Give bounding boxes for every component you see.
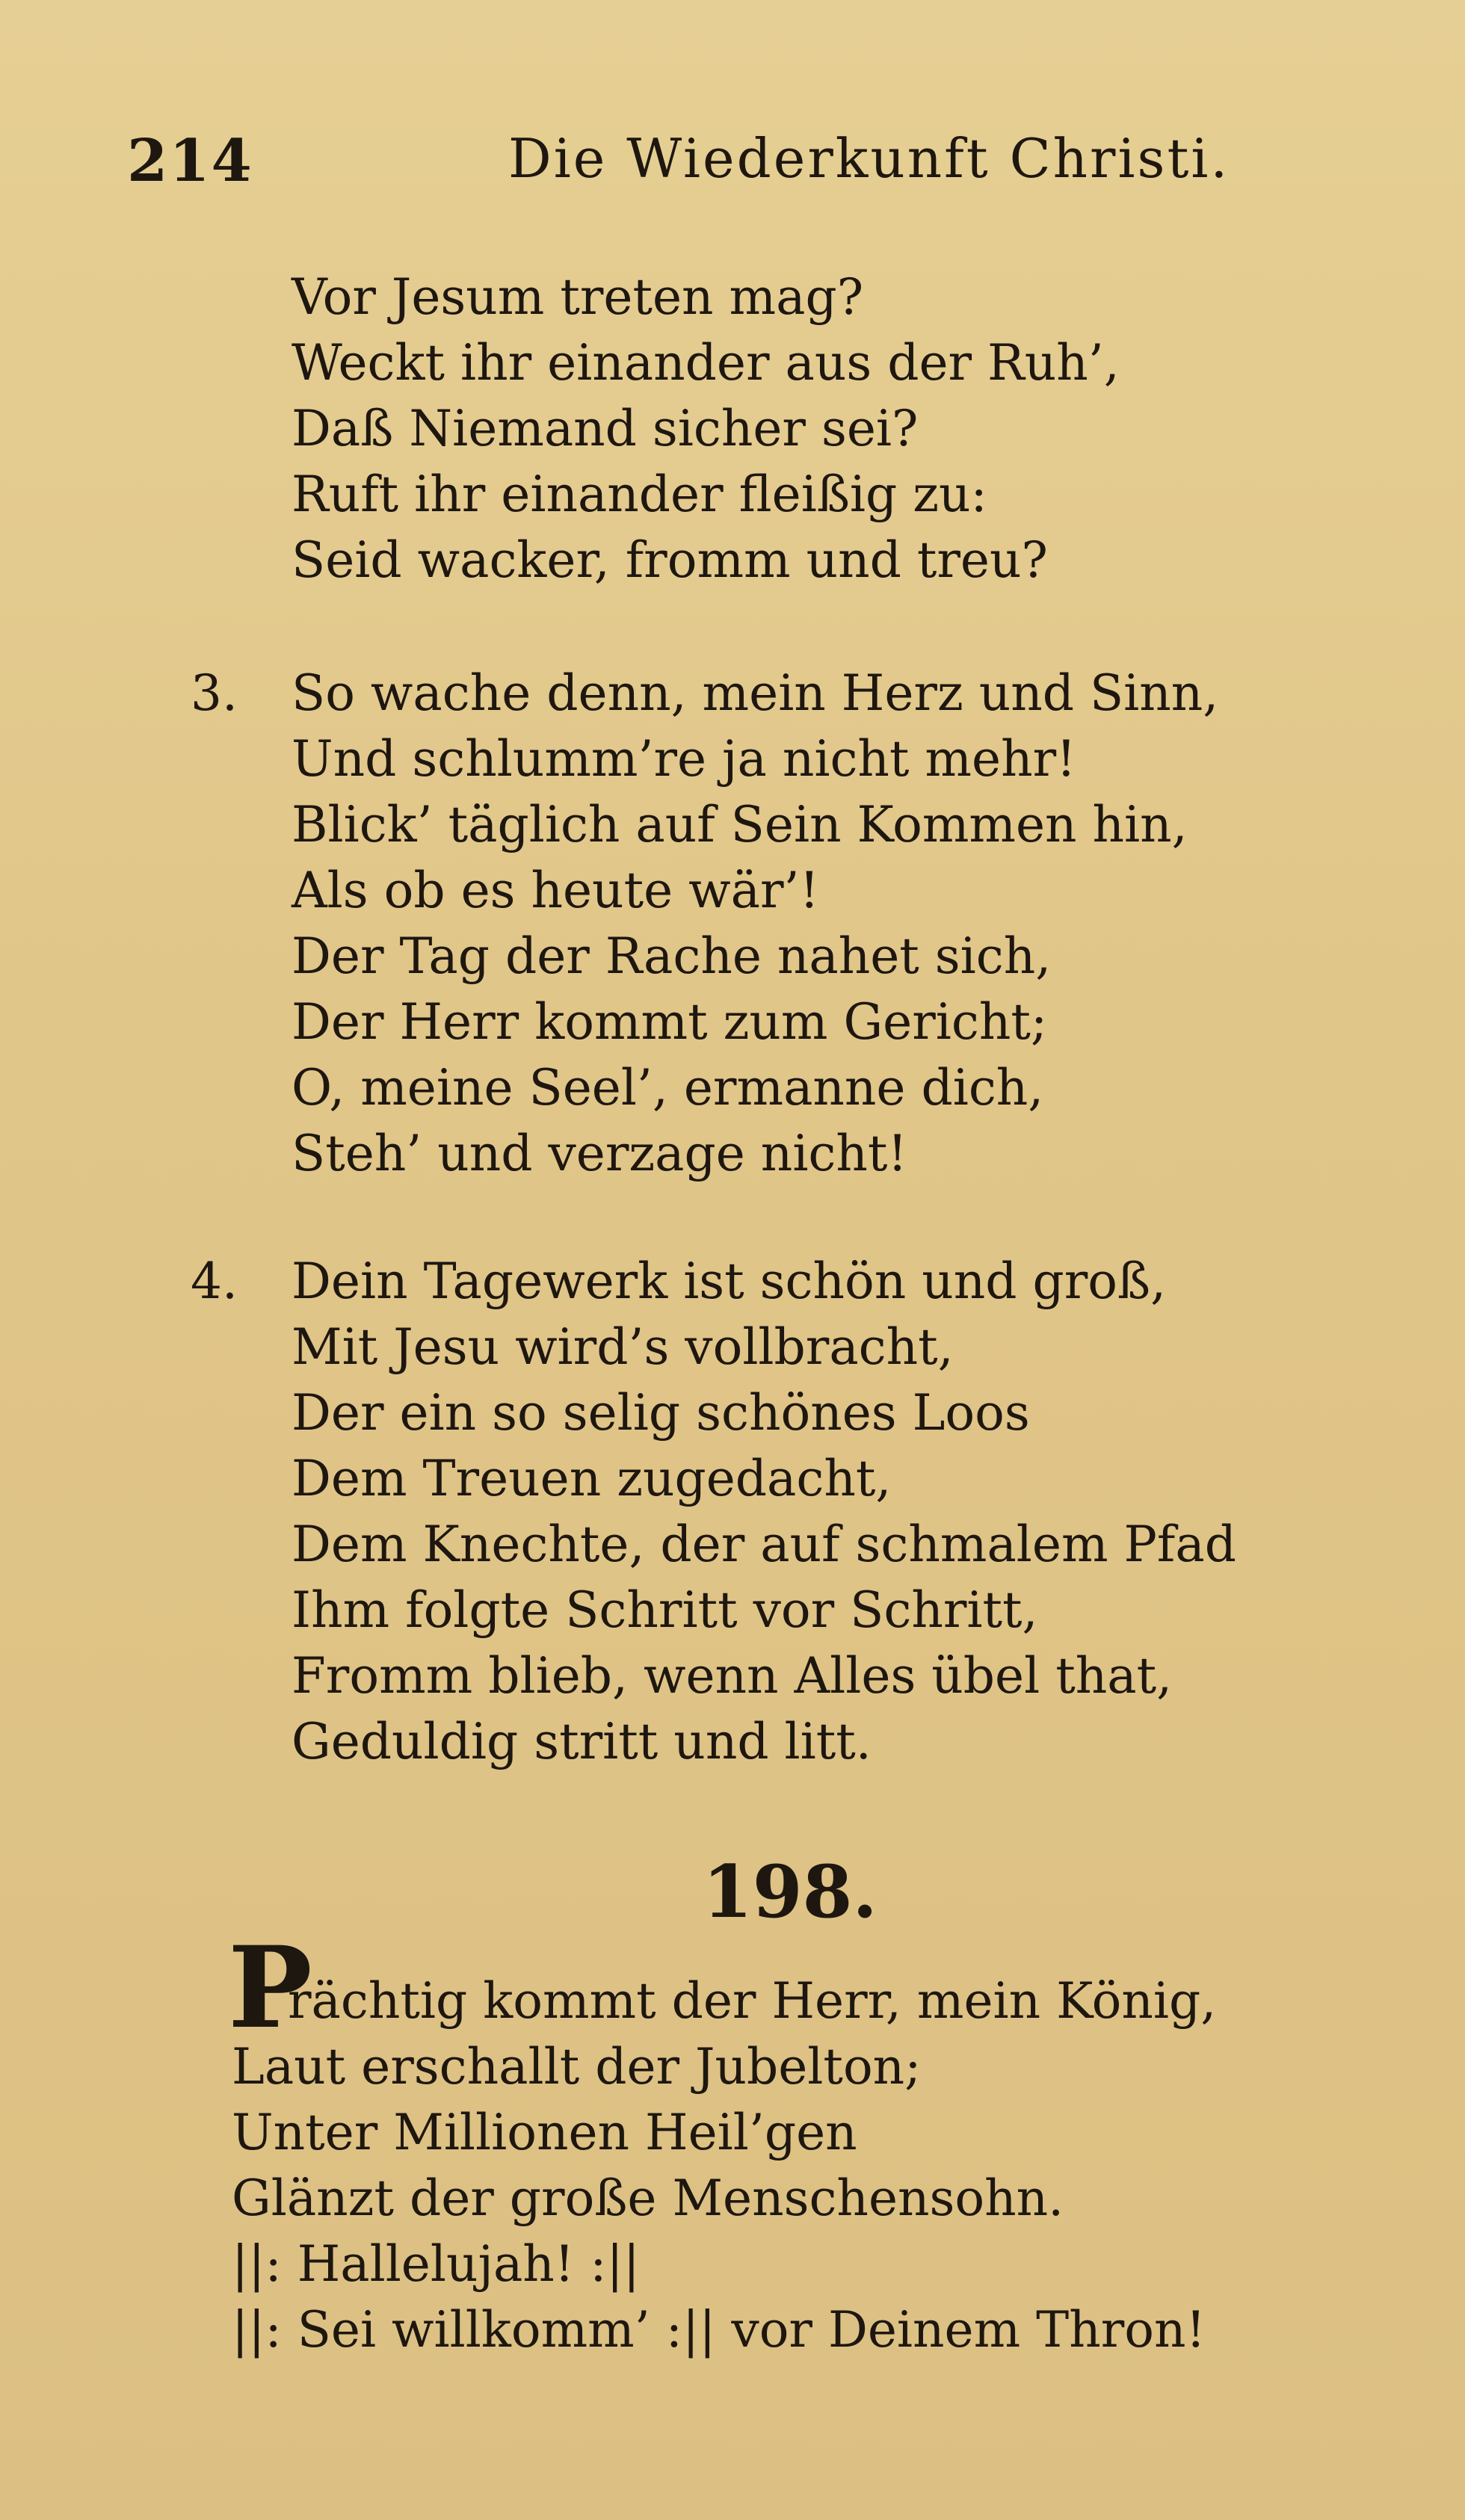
hymn-line: ||: Sei willkomm’ :|| vor Deinem Thron! xyxy=(232,2301,1206,2359)
verse-line: Seid wacker, fromm und treu? xyxy=(292,531,1048,589)
hymn-line: Laut erschallt der Jubelton; xyxy=(232,2038,922,2096)
verse-line: Weckt ihr einander aus der Ruh’, xyxy=(292,334,1120,392)
hymn-line: Glänzt der große Menschensohn. xyxy=(232,2170,1064,2227)
verse-line: Mit Jesu wird’s vollbracht, xyxy=(292,1318,954,1376)
verse-line: Der Tag der Rache nahet sich, xyxy=(292,927,1052,985)
verse-line: Und schlumm’re ja nicht mehr! xyxy=(292,730,1076,788)
verse-number: 4. xyxy=(191,1253,238,1310)
hymn-line: Unter Millionen Heil’gen xyxy=(232,2104,857,2161)
verse-line: Blick’ täglich auf Sein Kommen hin, xyxy=(292,796,1188,853)
verse-line: Der ein so selig schönes Loos xyxy=(292,1384,1030,1442)
running-title: Die Wiederkunft Christi. xyxy=(508,127,1230,190)
verse-number: 3. xyxy=(191,664,238,722)
verse-line: O, meine Seel’, ermanne dich, xyxy=(292,1059,1044,1117)
verse-line: Dem Treuen zugedacht, xyxy=(292,1450,892,1507)
drop-cap: P xyxy=(228,1922,312,2054)
verse-line: Vor Jesum treten mag? xyxy=(292,268,864,326)
verse-line: Geduldig stritt und litt. xyxy=(292,1713,872,1770)
hymn-number: 198. xyxy=(703,1850,878,1934)
verse-line: Dem Knechte, der auf schmalem Pfad xyxy=(292,1516,1236,1573)
verse-line: Ruft ihr einander fleißig zu: xyxy=(292,466,987,523)
verse-line: Ihm folgte Schritt vor Schritt, xyxy=(292,1581,1038,1639)
hymn-line: ||: Hallelujah! :|| xyxy=(232,2235,641,2293)
page-number: 214 xyxy=(127,127,253,195)
verse-line: Daß Niemand sicher sei? xyxy=(292,400,919,457)
verse-line: Als ob es heute wär’! xyxy=(292,862,820,919)
verse-line: Der Herr kommt zum Gericht; xyxy=(292,993,1048,1051)
verse-line: Fromm blieb, wenn Alles übel that, xyxy=(292,1647,1173,1705)
verse-line: So wache denn, mein Herz und Sinn, xyxy=(292,664,1219,722)
verse-line: Steh’ und verzage nicht! xyxy=(292,1125,907,1182)
hymn-first-line: rächtig kommt der Herr, mein König, xyxy=(288,1972,1217,2030)
verse-line: Dein Tagewerk ist schön und groß, xyxy=(292,1253,1167,1310)
